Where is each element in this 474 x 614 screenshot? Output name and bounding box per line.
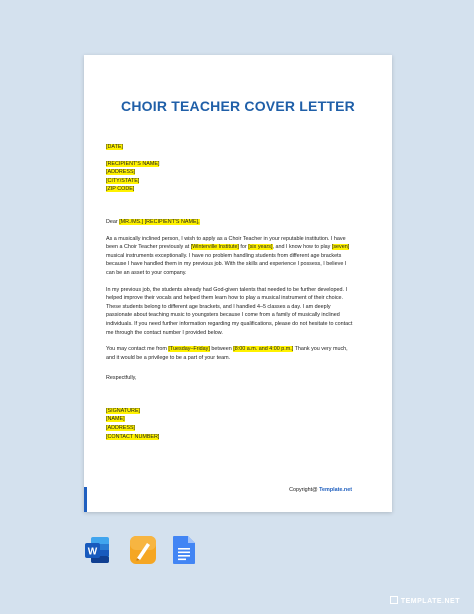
copyright-line — [289, 487, 352, 493]
p1-text-4: musical instruments exceptionally. I have no problem handling students from different age brackets because I have handled them in my previous job. With the skills and experience I possess, I believe I can be an asset to your company. — [106, 252, 347, 276]
p1-text-1: As a musically inclined person, I wish to apply as a Choir Teacher in your reputable institution. I have been a Choir Teacher previously at — [106, 235, 346, 251]
accent-bar — [84, 487, 87, 512]
recipient-address-line: [ADDRESS] — [106, 169, 136, 176]
letter-sheet — [84, 55, 392, 512]
p3-text-1: You may contact me from — [106, 346, 169, 353]
watermark-logo — [390, 596, 460, 605]
paragraph-2: In my previous job, the students already had God-given talents that needed to be further developed. I helped improve their vocals and helped them learn how to play a musical instrument of their choice. These students belong to different age brackets, and I handled 4–5 classes a day. I am deeply passionate about teaching music to youngsters because I come from a family of musically inclined individuals. If you need further information regarding my qualifications, please do not hesitate to contact me through the contact number I provided below. — [106, 286, 353, 336]
watermark-text: TEMPLATE.NET — [400, 598, 460, 605]
svg-text:W: W — [87, 546, 98, 558]
p1-count: [seven] — [331, 244, 350, 251]
recipient-address — [106, 160, 356, 194]
p1-text-2: for — [238, 244, 249, 251]
p1-years: [six years] — [248, 244, 273, 251]
sender-name: [NAME] — [106, 416, 125, 423]
sender-address: [ADDRESS] — [106, 425, 136, 432]
sender-contact: [CONTACT NUMBER] — [106, 433, 160, 440]
paragraph-3 — [106, 345, 356, 362]
template-logo-icon — [390, 596, 398, 604]
p1-text-3: , and I know how to play — [272, 244, 332, 251]
recipient-city-state: [CITY/STATE] — [106, 177, 140, 184]
p3-days: [Tuesday–Friday] — [168, 346, 210, 353]
copyright-label: Copyright@ — [289, 487, 320, 493]
salutation-placeholder: [MR./MS.] [RECIPIENT'S NAME], — [119, 218, 200, 225]
p3-hours: [8:00 a.m. and 4:00 p.m.] — [233, 346, 294, 353]
google-docs-icon[interactable] — [172, 535, 198, 565]
recipient-zip: [ZIP CODE] — [106, 186, 135, 193]
recipient-name: [RECIPIENT'S NAME] — [106, 160, 160, 167]
signature-placeholder: [SIGNATURE] — [106, 407, 141, 414]
p1-institution: [Winterville Institute] — [190, 244, 239, 251]
copyright-brand: Template.net — [319, 487, 352, 493]
date-line — [106, 143, 356, 152]
pages-icon[interactable] — [129, 535, 155, 565]
date-placeholder: [DATE] — [106, 144, 123, 150]
closing: Respectfully, — [106, 375, 137, 382]
p3-text-3: Thank you very much, and it would be a privilege to be a part of your team. — [106, 346, 348, 361]
word-icon[interactable] — [84, 535, 110, 565]
signature-block — [106, 407, 356, 441]
paragraph-1 — [106, 235, 356, 278]
document-title: CHOIR TEACHER COVER LETTER — [121, 98, 355, 114]
salutation-prefix: Dear — [106, 218, 120, 225]
letter-body — [106, 143, 356, 441]
salutation — [106, 218, 356, 227]
p3-text-2: between — [209, 346, 234, 353]
